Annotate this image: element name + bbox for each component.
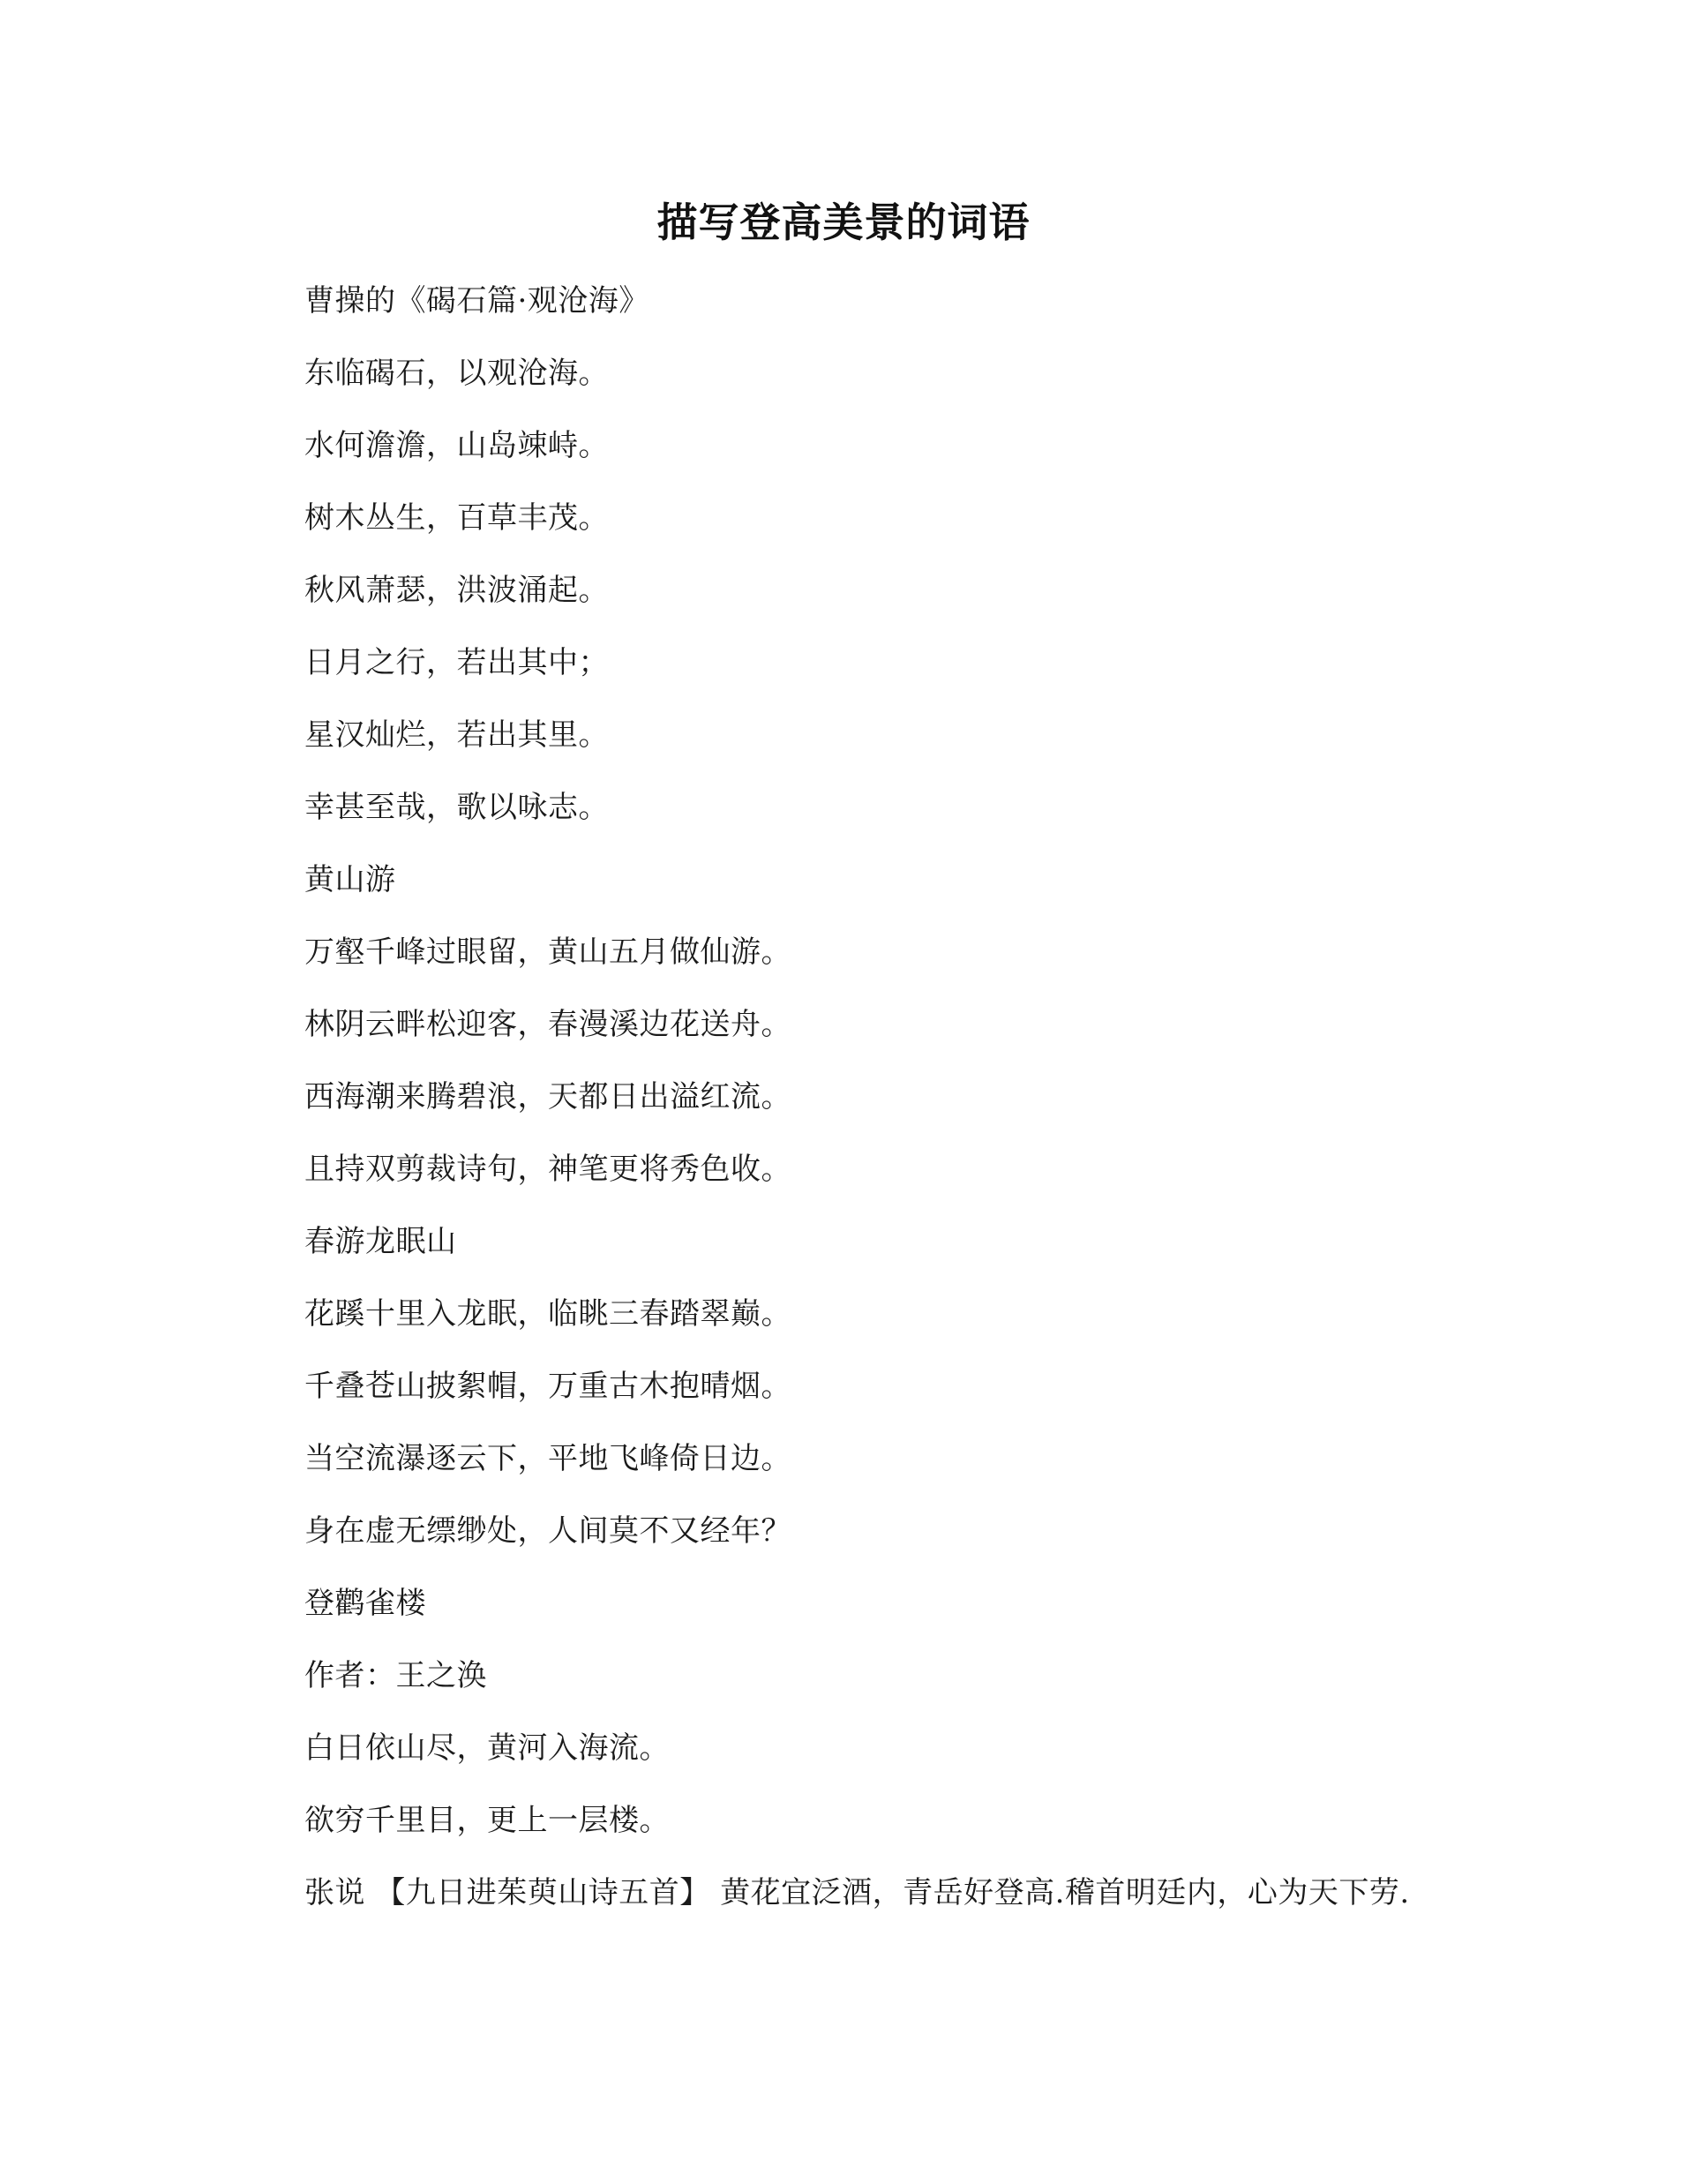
text-line: 当空流瀑逐云下，平地飞峰倚日边。	[304, 1441, 791, 1476]
text-line: 曹操的《碣石篇·观沧海》	[304, 283, 649, 319]
text-line: 幸甚至哉，歌以咏志。	[304, 790, 609, 825]
text-line: 东临碣石，以观沧海。	[304, 356, 609, 391]
text-line: 身在虚无缥缈处，人间莫不又经年？	[304, 1513, 791, 1549]
text-line: 欲穷千里目，更上一层楼。	[304, 1803, 670, 1838]
text-line: 林阴云畔松迎客，春漫溪边花送舟。	[304, 1007, 791, 1042]
text-line: 星汉灿烂，若出其里。	[304, 717, 609, 753]
text-line: 西海潮来腾碧浪，天都日出溢红流。	[304, 1079, 791, 1115]
section-heading: 黄山游	[304, 862, 396, 897]
text-line: 花蹊十里入龙眠，临眺三春踏翠巅。	[304, 1296, 791, 1332]
text-line: 树木丛生，百草丰茂。	[304, 500, 609, 536]
text-line: 张说 【九日进茱萸山诗五首】 黄花宜泛酒，青岳好登高.稽首明廷内，心为天下劳.	[304, 1875, 1410, 1910]
document-body	[304, 278, 1540, 1942]
text-line: 且持双剪裁诗句，神笔更将秀色收。	[304, 1152, 791, 1187]
section-heading: 春游龙眠山	[304, 1224, 457, 1259]
section-heading: 登鹳雀楼	[304, 1586, 426, 1621]
text-line: 白日依山尽，黄河入海流。	[304, 1730, 670, 1766]
author-line: 作者：王之涣	[304, 1658, 487, 1693]
text-line: 水何澹澹，山岛竦峙。	[304, 428, 609, 463]
text-line: 日月之行，若出其中；	[304, 645, 609, 680]
text-line: 千叠苍山披絮帽，万重古木抱晴烟。	[304, 1369, 791, 1404]
text-line: 万壑千峰过眼留，黄山五月做仙游。	[304, 934, 791, 970]
text-line: 秋风萧瑟，洪波涌起。	[304, 573, 609, 608]
document-title: 描写登高美景的词语	[656, 199, 1031, 246]
